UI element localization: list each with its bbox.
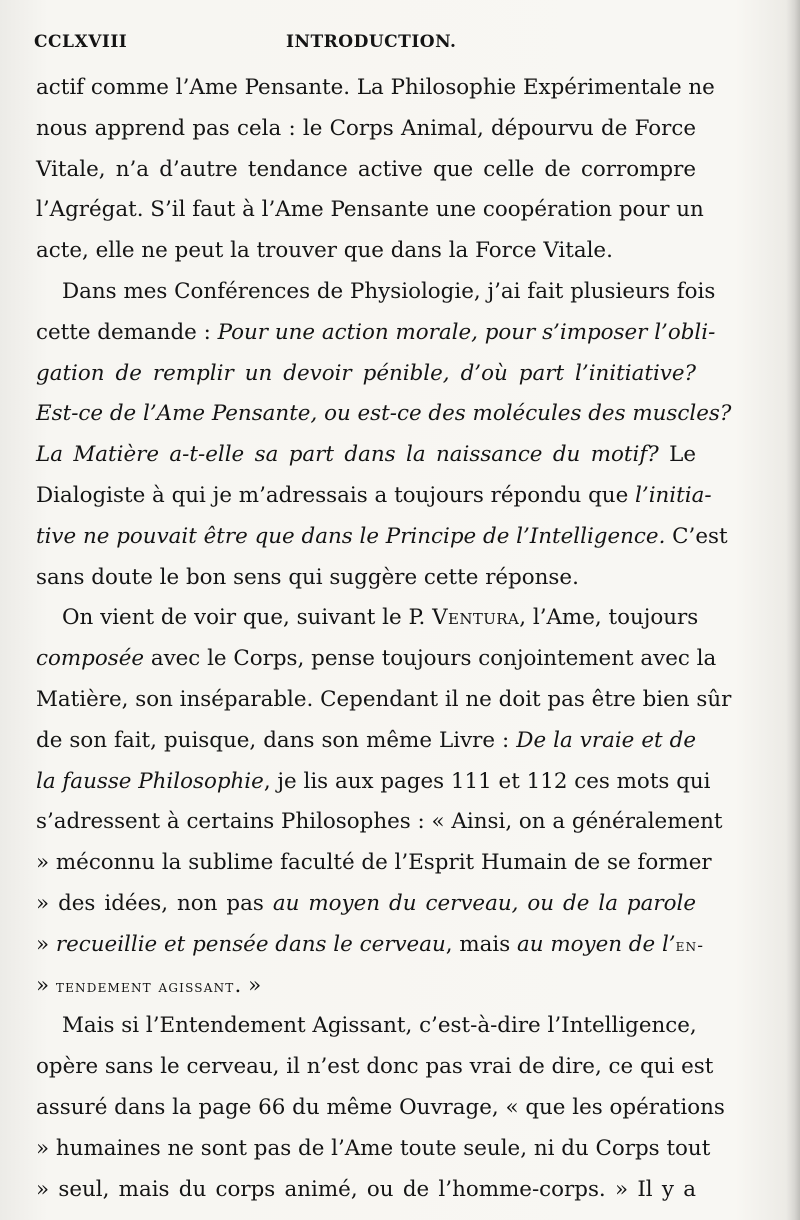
text-segment: Vitale, n’a d’autre tendance active que celle de corrompre	[36, 156, 696, 182]
text-line	[36, 231, 696, 272]
small-caps-text: Ventura	[432, 605, 520, 631]
text-segment: Le	[658, 442, 696, 468]
text-line	[36, 109, 696, 150]
italic-text: Pour une action morale, pour s’imposer l’obli-	[217, 319, 716, 345]
text-segment: » méconnu la sublime faculté de l’Esprit Humain de se former	[36, 850, 712, 876]
text-segment: On vient de voir que, suivant le P.	[62, 605, 433, 631]
text-segment: » des idées, non pas	[36, 890, 273, 916]
italic-text: la fausse Philosophie	[36, 768, 264, 794]
text-line	[36, 1129, 711, 1170]
text-line	[36, 966, 696, 1007]
italic-text: l’initia-	[635, 482, 712, 508]
text-segment: , l’Ame, toujours	[519, 605, 699, 631]
italic-text: au moyen de l’	[517, 931, 676, 957]
text-segment: Dialogiste à qui je m’adressais a toujours répondu que	[36, 482, 636, 508]
body-text	[36, 68, 732, 1210]
text-line	[36, 843, 712, 884]
text-line	[36, 802, 723, 843]
text-segment: Mais si l’Entendement Agissant, c’est-à-dire l’Intelligence,	[62, 1013, 697, 1039]
text-line	[36, 68, 715, 109]
italic-text: gation de remplir un devoir pénible, d’où part l’initiative?	[36, 360, 696, 386]
text-segment: Matière, son inséparable. Cependant il ne doit pas être bien sûr	[36, 686, 732, 712]
text-line	[36, 680, 732, 721]
text-line	[36, 1006, 696, 1047]
text-segment: l’Agrégat. S’il faut à l’Ame Pensante une coopération pour un	[36, 197, 704, 223]
text-segment: , mais	[445, 931, 517, 957]
page-number: CCLXVIII	[34, 32, 128, 52]
text-line	[36, 272, 716, 313]
text-line	[36, 598, 699, 639]
text-segment: assuré dans la page 66 du même Ouvrage, « que les opérations	[36, 1094, 725, 1120]
italic-text: recueillie et pensée dans le cerveau	[55, 931, 446, 957]
text-line	[36, 435, 696, 476]
text-line	[36, 313, 716, 354]
text-line	[36, 721, 696, 762]
text-line	[36, 558, 696, 599]
text-line	[36, 925, 705, 966]
text-segment: cette demande :	[36, 319, 218, 345]
italic-text: composée	[36, 646, 145, 672]
text-segment: Dans mes Conférences de Physiologie, j’ai fait plusieurs fois	[62, 278, 716, 304]
text-line	[36, 1047, 714, 1088]
page-header	[34, 32, 764, 60]
text-line	[36, 639, 717, 680]
text-line	[36, 476, 712, 517]
small-caps-text: tendement agissant	[55, 976, 235, 997]
text-segment: »	[36, 972, 56, 998]
text-line	[36, 762, 711, 803]
text-segment: » humaines ne sont pas de l’Ame toute seule, ni du Corps tout	[36, 1135, 711, 1161]
text-line	[36, 150, 696, 191]
text-line	[36, 1088, 725, 1129]
italic-text: tive ne pouvait être que dans le Principe de l’Intelligence.	[36, 523, 666, 549]
text-segment: nous apprend pas cela : le Corps Animal, dépourvu de Force	[36, 115, 696, 141]
text-segment: »	[36, 931, 56, 957]
text-segment: actif comme l’Ame Pensante. La Philosophie Expérimentale ne	[36, 75, 715, 100]
text-line	[36, 190, 704, 231]
text-segment: acte, elle ne peut la trouver que dans la Force Vitale.	[36, 238, 613, 264]
text-segment: de son fait, puisque, dans son même Livre :	[36, 727, 517, 753]
text-segment: s’adressent à certains Philosophes : « Ainsi, on a généralement	[36, 809, 723, 835]
text-segment: avec le Corps, pense toujours conjointement avec la	[144, 646, 717, 672]
text-line	[36, 1170, 696, 1211]
text-segment: » seul, mais du corps animé, ou de l’homme-corps. » Il y a	[36, 1176, 696, 1202]
text-line	[36, 394, 732, 435]
text-segment: , je lis aux pages 111 et 112 ces mots qui	[263, 768, 711, 794]
text-segment: . »	[234, 972, 262, 998]
running-title: INTRODUCTION.	[286, 32, 457, 52]
italic-text: au moyen du cerveau, ou de la parole	[272, 890, 696, 916]
text-line	[36, 517, 728, 558]
page-edge-shadow	[786, 0, 800, 1220]
text-segment: sans doute le bon sens qui suggère cette réponse.	[36, 564, 579, 590]
italic-text: Est-ce de l’Ame Pensante, ou est-ce des molécules des muscles?	[36, 401, 732, 427]
text-segment: C’est	[665, 523, 728, 549]
italic-text: La Matière a-t-elle sa part dans la naissance du motif?	[36, 442, 659, 468]
small-caps-text: en-	[675, 935, 705, 956]
text-line	[36, 354, 696, 395]
italic-text: De la vraie et de	[516, 727, 696, 753]
text-segment: opère sans le cerveau, il n’est donc pas vrai de dire, ce qui est	[36, 1054, 714, 1080]
text-line	[36, 884, 696, 925]
